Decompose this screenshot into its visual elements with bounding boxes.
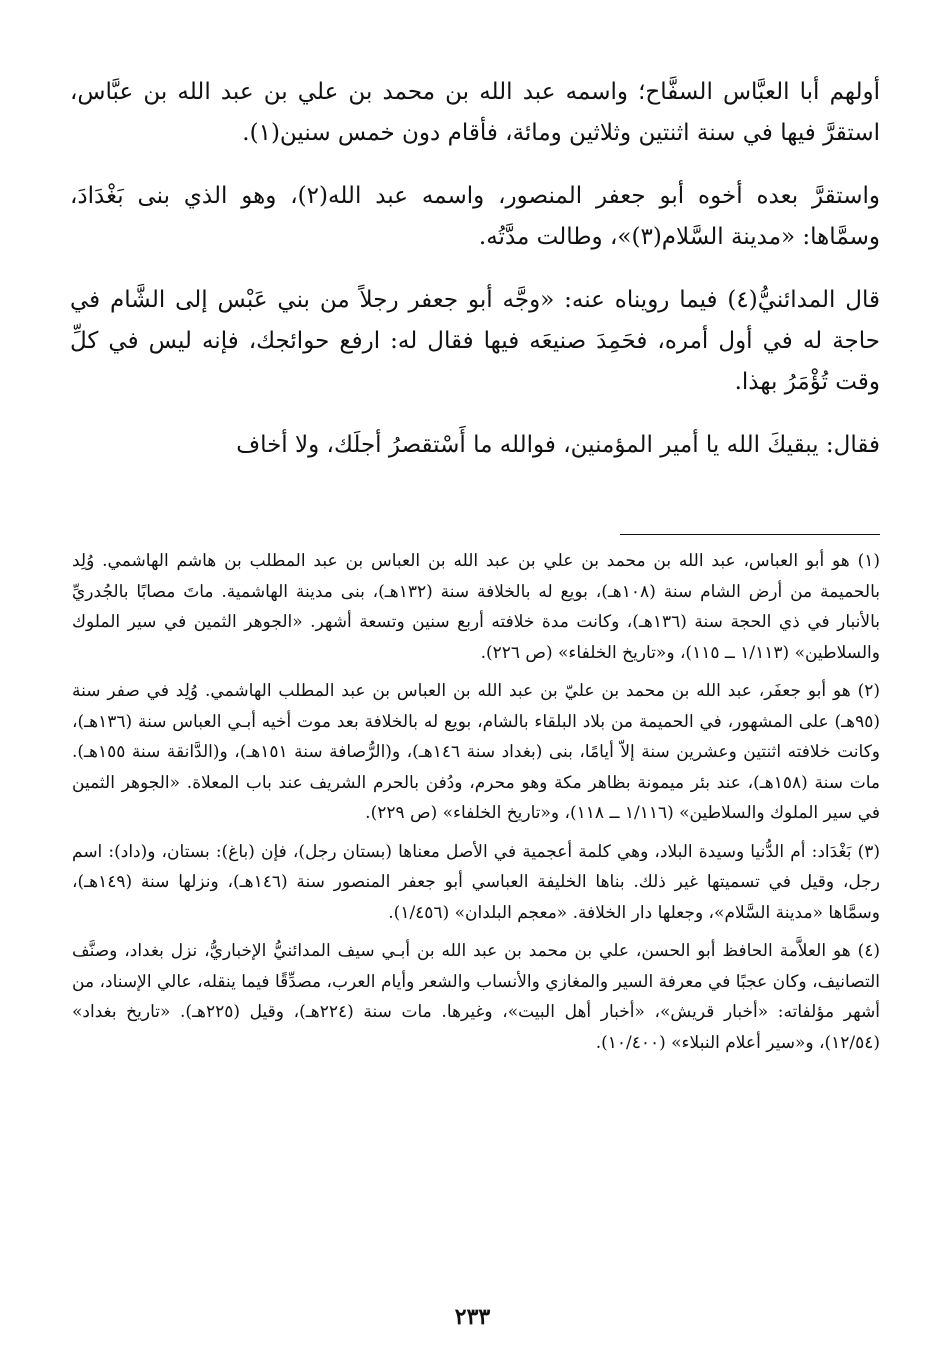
page-number: ٢٣٣ [454,1304,491,1330]
main-paragraph-3: قال المدائنيُّ(٤) فيما رويناه عنه: «وجَّه أبو جعفر رجلاً من بني عَبْس إلى الشَّام في حاجة له في أول أمره، فحَمِدَ صنيعَه فيها فقال له: ارفع حوائجك، فإنه ليس في كلِّ وقت تُؤْمَرُ بهذا. [70,287,880,395]
footnote-4: (٤) هو العلاَّمة الحافظ أبو الحسن، علي بن محمد بن عبد الله بن أبـي سيف المدائنيُّ الإخباريُّ، نزل بغداد، وصنَّف التصانيف، وكان عجبًا في معرفة السير والمغازي والأنساب والشعر وأيام العرب، مصدِّقًا فيما ينقله، عالي الإسناد، من أشهر مؤلفاته: «أخبار قريش»، «أخبار أهل البيت»، وغيرها. مات سنة (٢٢٤هـ)، وقيل (٢٢٥هـ). «تاريخ بغداد» (١٢/٥٤)، و«سير أعلام النبلاء» (١٠/٤٠٠). [72,941,880,1053]
footnotes [72,546,880,1066]
main-paragraph-4: فقال: يبقيكَ الله يا أمير المؤمنين، فوالله ما أَسْتقصرُ أجلَك، ولا أخاف [236,432,880,458]
footnote-2: (٢) هو أبو جعفَر، عبد الله بن محمد بن عليّ بن عبد الله بن العباس بن عبد المطلب الهاشمي. وُلِد في صفر سنة (٩٥هـ) على المشهور، في الحميمة من بلاد البلقاء بالشام، بويع له بالخلافة بعد موت أخيه أبـي العباس سنة (١٣٦هـ)، وكانت خلافته اثنتين وعشرين سنة إلاّ أيامًا، بنى (بغداد سنة ١٤٦هـ)، و(الرُّصافة سنة ١٥١هـ)، و(الدَّانقة سنة ١٥٥هـ). مات سنة (١٥٨هـ)، عند بئر ميمونة بظاهر مكة وهو محرم، ودُفن بالحرم الشريف عند باب المعلاة. «الجوهر الثمين في سير الملوك والسلاطين» (١/١١٦ ــ ١١٨)، و«تاريخ الخلفاء» (ص ٢٢٩). [72,681,880,823]
footnote-separator [620,534,880,535]
main-body [70,72,880,466]
main-text [70,72,880,488]
main-paragraph-1: أولهم أبا العبَّاس السفَّاح؛ واسمه عبد الله بن محمد بن علي بن عبد الله بن عبَّاس، استقرَّ فيها في سنة اثنتين وثلاثين ومائة، فأقام دون خمس سنين(١). [70,79,880,146]
main-paragraph-2: واستقرَّ بعده أخوه أبو جعفر المنصور، واسمه عبد الله(٢)، وهو الذي بنى بَغْدَادَ، وسمَّاها: «مدينة السَّلام(٣)»، وطالت مدَّتُه. [70,183,881,250]
footnote-1: (١) هو أبو العباس، عبد الله بن محمد بن علي بن عبد الله بن العباس بن عبد المطلب بن هاشم الهاشمي. وُلِد بالحميمة من أرض الشام سنة (١٠٨هـ)، بويع له بالخلافة سنة (١٣٢هـ)، بنى مدينة الهاشمية. ماتَ مصابًا بالجُدريِّ بالأنبار في ذي الحجة سنة (١٣٦هـ)، وكانت مدة خلافته أربع سنين وتسعة أشهر. «الجوهر الثمين في سير الملوك والسلاطين» (١/١١٣ ــ ١١٥)، و«تاريخ الخلفاء» (ص ٢٢٦). [72,551,880,663]
footnote-3: (٣) بَغْدَاد: أم الدُّنيا وسيدة البلاد، وهي كلمة أعجمية في الأصل معناها (بستان رجل)، فإن (باغ): بستان، و(داد): اسم رجل، وقيل في تسميتها غير ذلك. بناها الخليفة العباسي أبو جعفر المنصور سنة (١٤٦هـ)، ونزلها سنة (١٤٩هـ)، وسمَّاها «مدينة السَّلام»، وجعلها دار الخلافة. «معجم البلدان» (١/٤٥٦). [72,841,880,923]
